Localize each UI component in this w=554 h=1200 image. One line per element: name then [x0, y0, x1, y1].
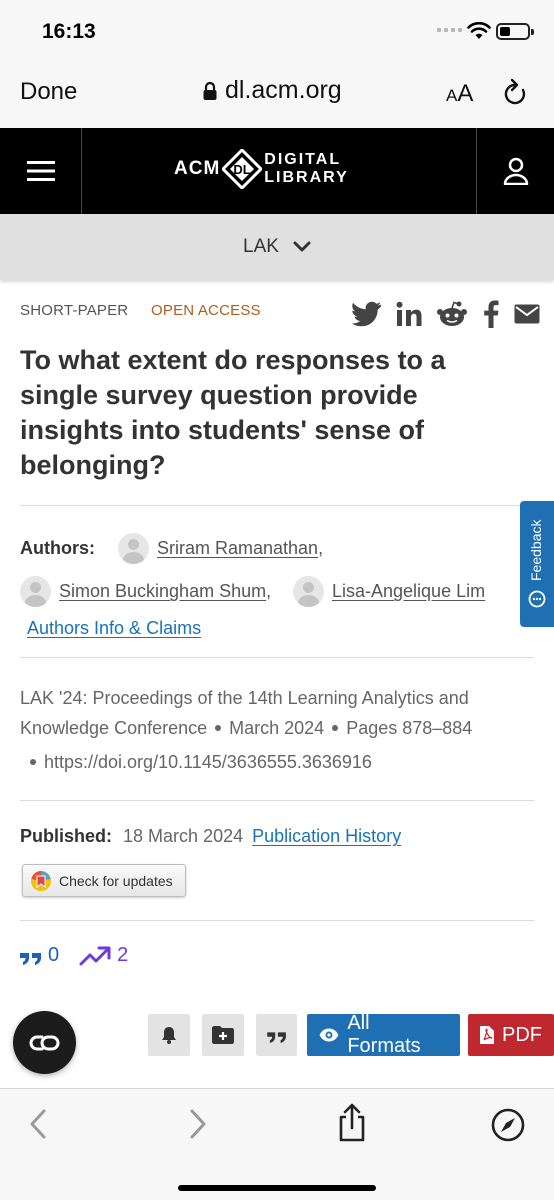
logo-digital-text: DIGITAL: [264, 151, 342, 168]
logo-dl-text: DL: [233, 162, 251, 177]
crossmark-icon: [29, 869, 53, 893]
facebook-icon[interactable]: [482, 300, 500, 328]
twitter-icon[interactable]: [352, 301, 382, 327]
divider: [20, 657, 534, 658]
avatar: [293, 576, 324, 607]
url-text: dl.acm.org: [225, 76, 342, 104]
hamburger-menu-icon: [27, 161, 55, 181]
status-bar: [0, 0, 554, 62]
author-separator: ,: [318, 538, 324, 558]
check-updates-label: Check for updates: [59, 872, 173, 889]
logo-acm-text: ACM: [174, 158, 221, 179]
article-title: To what extent do responses to a single survey question provide insights into students' sense of belonging?: [20, 345, 446, 480]
page-range: Pages 878–884: [346, 718, 473, 738]
feedback-icon: [528, 590, 546, 608]
conference-dropdown[interactable]: [0, 214, 554, 280]
bullet: [215, 725, 221, 731]
divider: [20, 800, 534, 801]
all-formats-label: All Formats: [347, 1012, 421, 1057]
logo-library-text: LIBRARY: [264, 169, 349, 186]
eye-icon: [319, 1028, 339, 1042]
feedback-tab[interactable]: [520, 501, 554, 627]
export-citation-button[interactable]: [256, 1014, 298, 1056]
pdf-icon: [480, 1026, 494, 1044]
email-icon[interactable]: [514, 304, 540, 324]
author-item[interactable]: [118, 533, 323, 564]
cookie-settings-icon: [29, 1034, 61, 1052]
chevron-down-icon: [293, 241, 311, 253]
avatar: [20, 576, 51, 607]
conference-label: LAK: [243, 236, 279, 257]
pdf-button[interactable]: [468, 1014, 554, 1056]
author-name[interactable]: Simon Buckingham Shum: [59, 581, 267, 601]
linkedin-icon[interactable]: [396, 301, 422, 327]
proceedings-line-2[interactable]: Knowledge Conference: [20, 718, 208, 738]
add-to-binder-button[interactable]: [202, 1014, 244, 1056]
dl-diamond-mark: [222, 149, 262, 189]
divider: [20, 920, 534, 921]
published-label: Published:: [20, 826, 113, 846]
battery-icon: [496, 23, 530, 40]
check-for-updates-button[interactable]: [22, 864, 186, 897]
text-size-small-a: A: [446, 86, 458, 105]
share-icon[interactable]: [336, 1103, 368, 1143]
article-meta-row: [20, 302, 534, 332]
divider: [20, 505, 534, 506]
avatar: [118, 533, 149, 564]
doi-link[interactable]: https://doi.org/10.1145/3636555.3636916: [44, 752, 372, 772]
author-item[interactable]: [20, 576, 271, 607]
metrics-row: [20, 944, 128, 967]
cookie-settings-button[interactable]: [13, 1011, 76, 1074]
acm-header: [0, 128, 554, 214]
bullet: [30, 759, 36, 765]
reload-icon[interactable]: [501, 78, 529, 108]
authors-info-link[interactable]: Authors Info & Claims: [27, 618, 202, 638]
browser-bottom-toolbar: [0, 1088, 554, 1200]
text-size-large-a: A: [457, 80, 474, 107]
pdf-label: PDF: [502, 1023, 542, 1046]
action-buttons: [148, 1014, 554, 1056]
browser-top-bar: [0, 62, 554, 128]
trending-icon: [79, 945, 111, 967]
publication-info: [20, 683, 530, 777]
author-name[interactable]: Sriram Ramanathan: [157, 538, 319, 558]
article-type-label: SHORT-PAPER: [20, 302, 129, 319]
forward-arrow-icon[interactable]: [187, 1107, 209, 1141]
reddit-icon[interactable]: [436, 301, 468, 327]
alert-button[interactable]: [148, 1014, 190, 1056]
publication-date: March 2024: [229, 718, 325, 738]
bell-icon: [161, 1026, 177, 1044]
published-row: [20, 826, 401, 847]
author-name[interactable]: Lisa-Angelique Lim: [332, 581, 486, 601]
authors-label: Authors:: [20, 538, 95, 558]
status-time: 16:13: [42, 20, 96, 43]
quote-icon: [20, 947, 42, 965]
wifi-icon: [467, 22, 491, 40]
address-bar[interactable]: [203, 76, 342, 105]
share-buttons: [352, 300, 540, 328]
open-access-label: OPEN ACCESS: [151, 302, 261, 319]
back-arrow-icon[interactable]: [27, 1107, 49, 1141]
download-count[interactable]: 2: [117, 944, 129, 966]
user-account-button[interactable]: [476, 128, 554, 214]
quote-icon: [267, 1027, 287, 1043]
user-icon: [503, 157, 529, 185]
folder-add-icon: [212, 1026, 234, 1044]
feedback-label: Feedback: [528, 519, 544, 581]
home-indicator: [178, 1185, 376, 1191]
compass-icon[interactable]: [490, 1107, 526, 1143]
author-item[interactable]: [293, 576, 485, 607]
text-size-button[interactable]: [446, 80, 473, 108]
menu-button[interactable]: [0, 128, 82, 214]
cellular-signal-icon: [437, 28, 462, 32]
publication-history-link[interactable]: Publication History: [252, 826, 402, 846]
acm-dl-logo[interactable]: [174, 149, 349, 189]
done-button[interactable]: Done: [20, 78, 78, 105]
all-formats-button[interactable]: [307, 1014, 460, 1056]
bullet: [332, 725, 338, 731]
citation-count[interactable]: 0: [48, 944, 60, 966]
proceedings-line-1: LAK '24: Proceedings of the 14th Learning Analytics and: [20, 688, 469, 708]
lock-icon: [203, 82, 217, 100]
author-separator: ,: [266, 581, 272, 601]
published-date: 18 March 2024: [123, 826, 244, 846]
